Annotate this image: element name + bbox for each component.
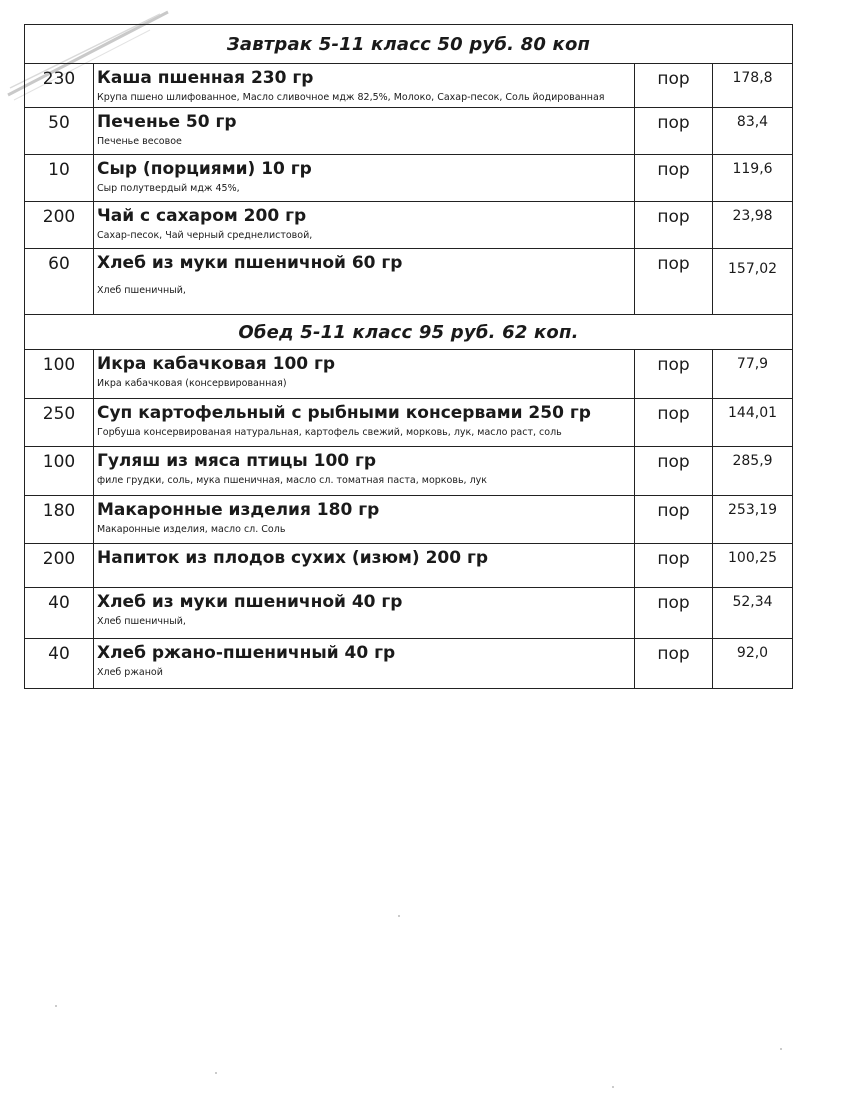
row-unit: пор xyxy=(635,399,713,447)
dish-name: Печенье 50 гр xyxy=(97,112,237,132)
row-quantity: 250 xyxy=(25,399,94,447)
row-quantity: 100 xyxy=(25,447,94,496)
dish-name: Сыр (порциями) 10 гр xyxy=(97,159,312,179)
dish-ingredients: Хлеб пшеничный, xyxy=(97,285,186,296)
row-price: 83,4 xyxy=(713,108,793,155)
row-quantity: 50 xyxy=(25,108,94,155)
row-price: 285,9 xyxy=(713,447,793,496)
menu-row-ikra xyxy=(25,350,793,399)
lunch-title: Обед 5-11 класс 95 руб. 62 коп. xyxy=(25,315,793,350)
row-unit: пор xyxy=(635,544,713,588)
row-unit: пор xyxy=(635,588,713,639)
row-dish xyxy=(94,64,635,108)
row-dish xyxy=(94,155,635,202)
dish-name: Напиток из плодов сухих (изюм) 200 гр xyxy=(97,548,489,568)
row-unit: пор xyxy=(635,202,713,249)
dish-ingredients: Печенье весовое xyxy=(97,136,182,147)
row-dish xyxy=(94,447,635,496)
dish-name: Суп картофельный с рыбными консервами 250 гр xyxy=(97,403,591,423)
dish-ingredients: филе грудки, соль, мука пшеничная, масло сл. томатная паста, морковь, лук xyxy=(97,475,488,486)
row-quantity: 200 xyxy=(25,202,94,249)
row-price: 92,0 xyxy=(713,639,793,689)
row-quantity: 200 xyxy=(25,544,94,588)
row-quantity: 10 xyxy=(25,155,94,202)
menu-row-gulyash xyxy=(25,447,793,496)
menu-row-chai xyxy=(25,202,793,249)
dish-ingredients: Хлеб ржаной xyxy=(97,667,163,678)
row-dish xyxy=(94,108,635,155)
row-unit: пор xyxy=(635,64,713,108)
dish-ingredients: Макаронные изделия, масло сл. Соль xyxy=(97,524,286,535)
menu-row-sup xyxy=(25,399,793,447)
row-dish xyxy=(94,544,635,588)
row-quantity: 180 xyxy=(25,496,94,544)
row-price: 100,25 xyxy=(713,544,793,588)
row-quantity: 100 xyxy=(25,350,94,399)
row-unit: пор xyxy=(635,447,713,496)
lunch-section-header xyxy=(25,315,793,350)
row-unit: пор xyxy=(635,350,713,399)
row-price: 157,02 xyxy=(713,249,793,315)
row-dish xyxy=(94,249,635,315)
row-unit: пор xyxy=(635,155,713,202)
dish-ingredients: Крупа пшено шлифованное, Масло сливочное мдж 82,5%, Молоко, Сахар-песок, Соль йодированная xyxy=(97,92,605,103)
dish-ingredients: Сыр полутвердый мдж 45%, xyxy=(97,183,240,194)
row-price: 144,01 xyxy=(713,399,793,447)
menu-row-syr xyxy=(25,155,793,202)
dish-name: Хлеб из муки пшеничной 60 гр xyxy=(97,253,403,273)
row-unit: пор xyxy=(635,108,713,155)
row-dish xyxy=(94,202,635,249)
row-price: 77,9 xyxy=(713,350,793,399)
dish-name: Чай с сахаром 200 гр xyxy=(97,206,307,226)
row-dish xyxy=(94,588,635,639)
row-dish xyxy=(94,496,635,544)
menu-row-kasha xyxy=(25,64,793,108)
menu-row-makarony xyxy=(25,496,793,544)
dish-name: Хлеб из муки пшеничной 40 гр xyxy=(97,592,403,612)
row-price: 52,34 xyxy=(713,588,793,639)
row-unit: пор xyxy=(635,496,713,544)
row-price: 119,6 xyxy=(713,155,793,202)
dish-name: Каша пшенная 230 гр xyxy=(97,68,314,88)
menu-row-napitok xyxy=(25,544,793,588)
dish-ingredients: Горбуша консервированая натуральная, картофель свежий, морковь, лук, масло раст, соль xyxy=(97,427,562,438)
row-quantity: 230 xyxy=(25,64,94,108)
dish-name: Хлеб ржано-пшеничный 40 гр xyxy=(97,643,396,663)
dish-name: Гуляш из мяса птицы 100 гр xyxy=(97,451,377,471)
menu-row-pechenye xyxy=(25,108,793,155)
menu-row-khleb-60 xyxy=(25,249,793,315)
breakfast-section-header xyxy=(25,25,793,64)
dish-ingredients: Сахар-песок, Чай черный среднелистовой, xyxy=(97,230,313,241)
row-quantity: 60 xyxy=(25,249,94,315)
breakfast-title: Завтрак 5-11 класс 50 руб. 80 коп xyxy=(25,25,793,64)
row-dish xyxy=(94,639,635,689)
row-unit: пор xyxy=(635,639,713,689)
row-quantity: 40 xyxy=(25,639,94,689)
row-dish xyxy=(94,350,635,399)
row-dish xyxy=(94,399,635,447)
row-quantity: 40 xyxy=(25,588,94,639)
dish-ingredients: Хлеб пшеничный, xyxy=(97,616,186,627)
dish-name: Икра кабачковая 100 гр xyxy=(97,354,336,374)
school-menu-table xyxy=(24,24,793,689)
dish-name: Макаронные изделия 180 гр xyxy=(97,500,380,520)
menu-row-khleb-40 xyxy=(25,588,793,639)
row-unit: пор xyxy=(635,249,713,315)
dish-ingredients: Икра кабачковая (консервированная) xyxy=(97,378,287,389)
menu-row-khleb-rzhanoy xyxy=(25,639,793,689)
row-price: 178,8 xyxy=(713,64,793,108)
row-price: 23,98 xyxy=(713,202,793,249)
row-price: 253,19 xyxy=(713,496,793,544)
